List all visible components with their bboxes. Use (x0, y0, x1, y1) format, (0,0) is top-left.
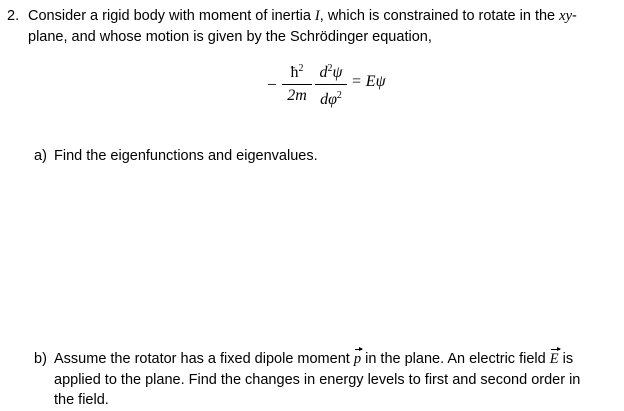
fraction-second-derivative (315, 60, 347, 109)
problem-statement-line-1 (28, 6, 577, 26)
plane-symbol: xy (559, 8, 573, 24)
part-b-text: in the plane. An electric field (361, 351, 550, 367)
exponent: 2 (298, 63, 304, 74)
fraction-numerator (282, 60, 312, 82)
exponent: 2 (336, 90, 342, 101)
problem-number: 2. (7, 8, 20, 24)
fraction-denominator: 2m (287, 87, 307, 104)
fraction-bar (315, 84, 347, 85)
problem-statement-line-2: plane, and whose motion is given by the Schrödinger equation, (28, 29, 432, 45)
fraction-bar (282, 84, 312, 85)
problem-text: Consider a rigid body with moment of inertia (28, 8, 315, 24)
part-b-line-1 (54, 349, 573, 369)
part-b-label: b) (34, 351, 47, 367)
part-b-line-2: applied to the plane. Find the changes in energy levels to first and second order in (54, 372, 581, 388)
fraction-numerator (315, 60, 347, 82)
part-a-text: Find the eigenfunctions and eigenvalues. (54, 148, 318, 164)
dipole-vector-symbol: p (353, 351, 362, 367)
equation-rhs: = Eψ (351, 73, 386, 90)
exponent: 2 (327, 63, 333, 74)
problem-text: - (572, 8, 577, 24)
fraction-denominator (315, 87, 347, 109)
electric-field-vector-symbol: E (549, 351, 559, 367)
schrodinger-equation (265, 60, 415, 110)
part-b-text: is (558, 351, 574, 367)
part-b-line-3: the field. (54, 392, 109, 408)
d-symbol: d (319, 64, 328, 81)
problem-text: , which is constrained to rotate in the (319, 8, 560, 24)
fraction-hbar-over-2m (282, 60, 312, 105)
part-a-label: a) (34, 148, 47, 164)
hbar-symbol: ħ (290, 64, 299, 81)
inertia-symbol: I (314, 8, 320, 24)
dphi-symbol: dφ (320, 91, 337, 108)
part-b-text: Assume the rotator has a fixed dipole moment (54, 351, 354, 367)
psi-symbol: ψ (332, 64, 343, 81)
equation-minus: − (267, 75, 277, 94)
